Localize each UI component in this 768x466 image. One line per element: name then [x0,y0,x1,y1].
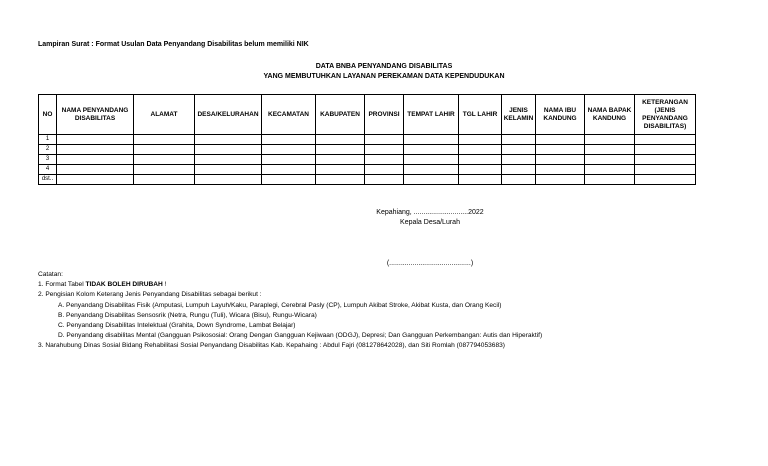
header-keterangan: KETERANGAN (JENIS PENYANDANG DISABILITAS) [635,95,696,135]
table-cell [536,175,585,185]
header-tempat-lahir: TEMPAT LAHIR [404,95,459,135]
table-cell [262,175,316,185]
table-cell [404,175,459,185]
header-nama-ibu: NAMA IBU KANDUNG [536,95,585,135]
table-row [39,155,696,165]
table-cell [536,155,585,165]
table-cell [365,155,404,165]
header-no: NO [39,95,57,135]
table-cell [404,155,459,165]
table-cell [585,175,635,185]
attachment-caption: Lampiran Surat : Format Usulan Data Penyandang Disabilitas belum memiliki NIK [38,41,309,48]
table-cell [635,145,696,155]
document-subtitle: YANG MEMBUTUHKAN LAYANAN PEREKAMAN DATA KEPENDUDUKAN [263,73,505,80]
table-cell [635,155,696,165]
table-cell [195,175,262,185]
table-row [39,165,696,175]
table-cell [459,165,502,175]
note-item-2d: D. Penyandang disabilitas Mental (Gangguan Psikososial: Orang Dengan Gangguan Kejiwaan (ODGJ), Depresi; Dan Gangguan Perkembangan: Autis dan Hiperaktif) [58,332,543,340]
table-cell [316,145,365,155]
table-cell [459,155,502,165]
header-tgl-lahir: TGL LAHIR [459,95,502,135]
table-cell [536,165,585,175]
table-cell [502,155,536,165]
row-number: 4 [39,165,57,175]
table-cell [262,165,316,175]
table-cell [195,135,262,145]
table-cell [134,165,195,175]
signature-place-date: Kepahiang, ............................2022 [376,209,484,216]
table-cell [585,145,635,155]
table-cell [536,145,585,155]
table-cell [459,175,502,185]
note-item-2b: B. Penyandang Disabilitas Sensosrik (Netra, Rungu (Tuli), Wicara (Bisu), Rungu-Wicara) [58,311,317,319]
header-nama: NAMA PENYANDANG DISABILITAS [57,95,134,135]
table-cell [262,145,316,155]
table-cell [195,165,262,175]
table-cell [502,135,536,145]
table-cell [316,135,365,145]
notes-section [38,270,542,352]
table-cell [365,135,404,145]
signature-name-placeholder: (..........................................) [386,260,474,267]
table-cell [134,155,195,165]
table-cell [262,135,316,145]
table-cell [635,135,696,145]
table-cell [365,175,404,185]
table-cell [365,165,404,175]
header-provinsi: PROVINSI [365,95,404,135]
table-cell [195,155,262,165]
header-jenis-kelamin: JENIS KELAMIN [502,95,536,135]
table-cell [57,155,134,165]
notes-heading: Catatan: [38,271,63,278]
table-row [39,145,696,155]
table-cell [459,135,502,145]
header-desa: DESA/KELURAHAN [195,95,262,135]
table-cell [57,165,134,175]
table-cell [316,155,365,165]
header-nama-bapak: NAMA BAPAK KANDUNG [585,95,635,135]
table-cell [134,135,195,145]
table-cell [502,165,536,175]
table-cell [57,135,134,145]
header-alamat: ALAMAT [134,95,195,135]
note-item-3: 3. Narahubung Dinas Sosial Bidang Rehabilitasi Sosial Penyandang Disabilitas Kab. Kepahaing : Abdul Fajri (081278642028), dan Siti Romlah (087794053683) [38,342,506,350]
table-cell [195,145,262,155]
table-row [39,175,696,185]
row-number: 1 [39,135,57,145]
row-number: dst.. [39,175,57,185]
table-cell [134,145,195,155]
row-number: 2 [39,145,57,155]
note-item-2: 2. Pengisian Kolom Keterang Jenis Penyandang Disabilitas sebagai berikut : [38,291,262,299]
table-cell [536,135,585,145]
table-cell [404,165,459,175]
note-item-1-suffix: ! [162,281,167,289]
table-cell [134,175,195,185]
table-cell [57,145,134,155]
table-cell [365,145,404,155]
table-cell [585,135,635,145]
table-cell [57,175,134,185]
table-cell [316,165,365,175]
header-kecamatan: KECAMATAN [262,95,316,135]
disability-data-table [38,94,696,185]
table-row [39,135,696,145]
note-item-1-prefix: 1. Format Tabel [38,281,86,289]
table-cell [635,175,696,185]
signature-role: Kepala Desa/Lurah [400,219,460,226]
table-cell [459,145,502,155]
header-kabupaten: KABUPATEN [316,95,365,135]
note-item-2a: A. Penyandang Disabilitas Fisik (Amputasi, Lumpuh Layuh/Kaku, Paraplegi, Cerebral Pasly (CP), Lumpuh Akibat Stroke, Akibat Kusta, dan Orang Kecil) [58,301,502,309]
table-cell [262,155,316,165]
table-cell [585,155,635,165]
table-cell [502,145,536,155]
note-item-1-emphasis: TIDAK BOLEH DIRUBAH [85,281,163,289]
row-number: 3 [39,155,57,165]
note-item-1 [38,280,542,290]
table-cell [585,165,635,175]
table-cell [316,175,365,185]
table-cell [404,135,459,145]
table-cell [404,145,459,155]
document-title: DATA BNBA PENYANDANG DISABILITAS [315,63,453,70]
table-cell [635,165,696,175]
table-header-row [39,95,696,135]
note-item-2c: C. Penyandang Disabilitas Intelektual (Grahita, Down Syndrome, Lambat Belajar) [58,322,296,330]
table-cell [502,175,536,185]
